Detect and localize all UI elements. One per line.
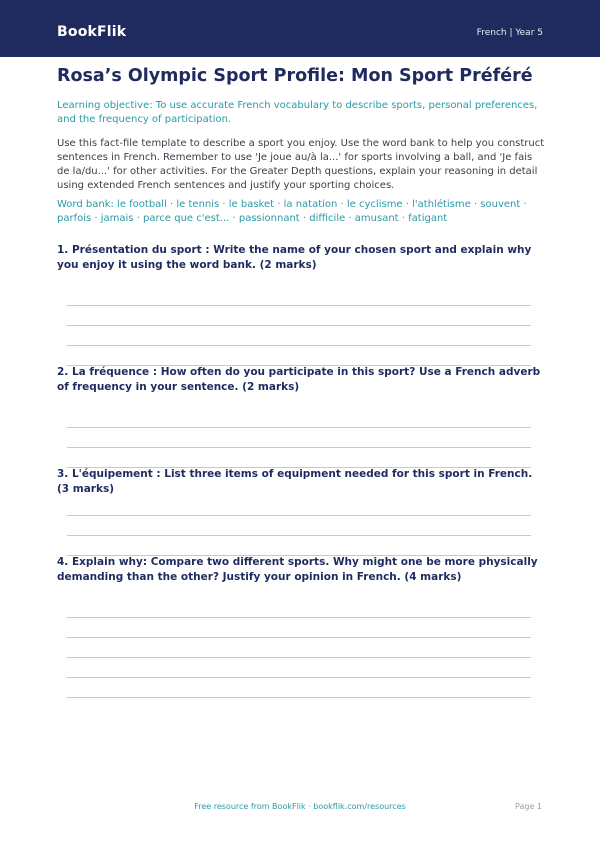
footer-text: Free resource from BookFlik · bookflik.com/resources <box>194 802 406 811</box>
answer-line[interactable] <box>67 305 531 306</box>
answer-line[interactable] <box>67 345 531 346</box>
answer-line[interactable] <box>67 637 531 638</box>
subject-label: French | Year 5 <box>476 28 543 38</box>
page-title: Rosa’s Olympic Sport Profile: Mon Sport Préféré <box>57 66 533 86</box>
instructions: Use this fact-file template to describe a sport you enjoy. Use the word bank to help you construct sentences in French. Remember to use 'Je joue au/à la...' for sports involving a ball, and 'Je fais de la/du...' for other activities. For the Greater Depth questions, explain your reasoning in detail using extended French sentences and justify your sporting choices. <box>57 138 545 191</box>
answer-line[interactable] <box>67 617 531 618</box>
answer-line[interactable] <box>67 325 531 326</box>
answer-line[interactable] <box>67 515 531 516</box>
question-3: 3. L'équipement : List three items of equipment needed for this sport in French. (3 marks) <box>57 468 533 495</box>
page-number: Page 1 <box>515 802 542 811</box>
answer-line[interactable] <box>67 427 531 428</box>
answer-line[interactable] <box>67 447 531 448</box>
question-1: 1. Présentation du sport : Write the name of your chosen sport and explain why you enjoy it using the word bank. (2 marks) <box>57 244 532 271</box>
answer-line[interactable] <box>67 697 531 698</box>
brand-logo: BookFlik <box>57 24 127 40</box>
question-2: 2. La fréquence : How often do you participate in this sport? Use a French adverb of frequency in your sentence. (2 marks) <box>57 366 541 393</box>
learning-objective: Learning objective: To use accurate French vocabulary to describe sports, personal preferences, and the frequency of participation. <box>57 100 538 125</box>
word-bank: Word bank: le football · le tennis · le basket · la natation · le cyclisme · l'athlétisme · souvent · parfois · jamais · parce que c'est... · passionnant · difficile · amusant · fatigant <box>57 199 527 224</box>
answer-line[interactable] <box>67 677 531 678</box>
header-bar <box>0 0 600 57</box>
answer-line[interactable] <box>67 535 531 536</box>
answer-line[interactable] <box>67 657 531 658</box>
question-4: 4. Explain why: Compare two different sports. Why might one be more physically demanding than the other? Justify your opinion in French. (4 marks) <box>57 556 538 583</box>
